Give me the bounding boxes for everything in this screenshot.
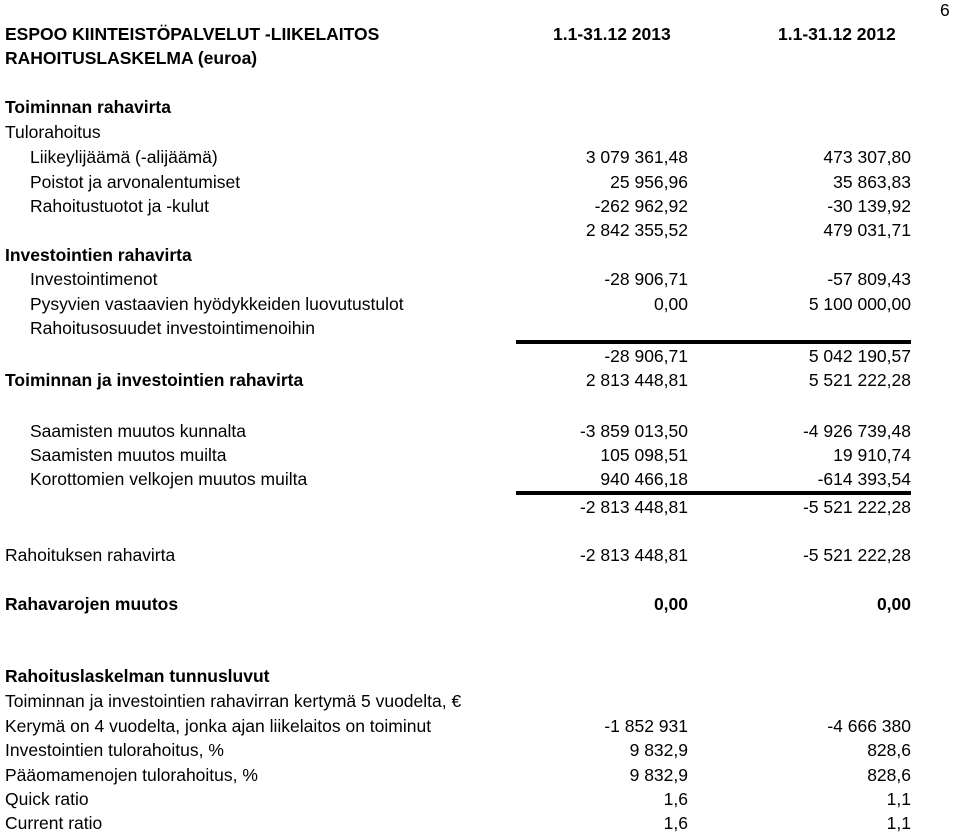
row-value-2012: -57 809,43: [827, 269, 911, 289]
kpi-value-2013: -1 852 931: [604, 716, 688, 736]
row-label: Rahoitustuotot ja -kulut: [30, 196, 209, 216]
row-value-2012: 473 307,80: [823, 147, 911, 167]
row-label: Investointimenot: [30, 269, 158, 289]
row-value-2013: 0,00: [653, 594, 688, 614]
row-value-2012: -614 393,54: [817, 469, 911, 489]
row-value-2012: 5 521 222,28: [808, 370, 911, 390]
row-value-2013: 25 956,96: [610, 172, 688, 192]
subtotal-2013: 2 842 355,52: [585, 220, 688, 240]
kpi-value-2012: 1,1: [886, 813, 911, 833]
kpi-label: Current ratio: [5, 813, 103, 833]
statement-title: RAHOITUSLASKELMA (euroa): [5, 48, 258, 68]
section-heading-key-figures: Rahoituslaskelman tunnusluvut: [5, 666, 270, 686]
row-value-2013: -28 906,71: [604, 269, 688, 289]
row-label: Rahoitusosuudet investointimenoihin: [30, 318, 316, 338]
row-label: Korottomien velkojen muutos muilta: [30, 469, 308, 489]
kpi-value-2013: 9 832,9: [629, 765, 688, 785]
row-value-2013: -262 962,92: [594, 196, 688, 216]
kpi-value-2012: -4 666 380: [827, 716, 911, 736]
subtotal-2012: 5 042 190,57: [808, 346, 911, 366]
row-value-2013: 940 466,18: [600, 469, 688, 489]
row-value-2012: -4 926 739,48: [802, 421, 911, 441]
kpi-value-2013: 1,6: [663, 813, 688, 833]
row-label: Saamisten muutos kunnalta: [30, 421, 246, 441]
kpi-label: Kerymä on 4 vuodelta, jonka ajan liikelaitos on toiminut: [5, 716, 432, 736]
subtotal-2012: 479 031,71: [823, 220, 911, 240]
section-heading-operations: Toiminnan rahavirta: [5, 97, 171, 117]
row-label: Saamisten muutos muilta: [30, 445, 227, 465]
row-value-2013: -3 859 013,50: [579, 421, 688, 441]
kpi-label: Quick ratio: [5, 789, 89, 809]
row-value-2012: 35 863,83: [833, 172, 911, 192]
row-label-cash-change: Rahavarojen muutos: [5, 594, 179, 614]
row-value-2013: 3 079 361,48: [585, 147, 688, 167]
row-label: Liikeylijäämä (-alijäämä): [30, 147, 218, 167]
row-value-2013: 105 098,51: [600, 445, 688, 465]
org-title: ESPOO KIINTEISTÖPALVELUT -LIIKELAITOS: [5, 24, 380, 44]
row-value-2012: -5 521 222,28: [802, 545, 911, 565]
kpi-value-2012: 828,6: [867, 740, 911, 760]
kpi-label: Pääomamenojen tulorahoitus, %: [5, 765, 258, 785]
row-label: Poistot ja arvonalentumiset: [30, 172, 241, 192]
kpi-intro-line: Toiminnan ja investointien rahavirran kertymä 5 vuodelta, €: [5, 691, 462, 711]
row-value-2012: 5 100 000,00: [808, 294, 911, 314]
divider-rule: [516, 491, 911, 495]
row-label-financing-flow: Rahoituksen rahavirta: [5, 545, 176, 565]
section-heading-investments: Investointien rahavirta: [5, 245, 192, 265]
subtotal-2012: -5 521 222,28: [802, 497, 911, 517]
column-header-2013: 1.1-31.12 2013: [553, 24, 671, 44]
kpi-value-2012: 828,6: [867, 765, 911, 785]
kpi-value-2013: 9 832,9: [629, 740, 688, 760]
row-value-2012: -30 139,92: [827, 196, 911, 216]
row-value-2013: 2 813 448,81: [585, 370, 688, 390]
column-header-2012: 1.1-31.12 2012: [778, 24, 896, 44]
kpi-value-2012: 1,1: [886, 789, 911, 809]
kpi-value-2013: 1,6: [663, 789, 688, 809]
subtotal-2013: -28 906,71: [604, 346, 688, 366]
page-number: 6: [940, 0, 950, 20]
subtotal-2013: -2 813 448,81: [579, 497, 688, 517]
subheading-income-financing: Tulorahoitus: [5, 122, 101, 142]
divider-rule: [516, 340, 911, 344]
row-value-2012: 0,00: [876, 594, 911, 614]
row-label-ops-inv-flow: Toiminnan ja investointien rahavirta: [5, 370, 304, 390]
row-value-2013: 0,00: [653, 294, 688, 314]
kpi-label: Investointien tulorahoitus, %: [5, 740, 224, 760]
row-value-2013: -2 813 448,81: [579, 545, 688, 565]
row-value-2012: 19 910,74: [833, 445, 911, 465]
row-label: Pysyvien vastaavien hyödykkeiden luovutustulot: [30, 294, 404, 314]
